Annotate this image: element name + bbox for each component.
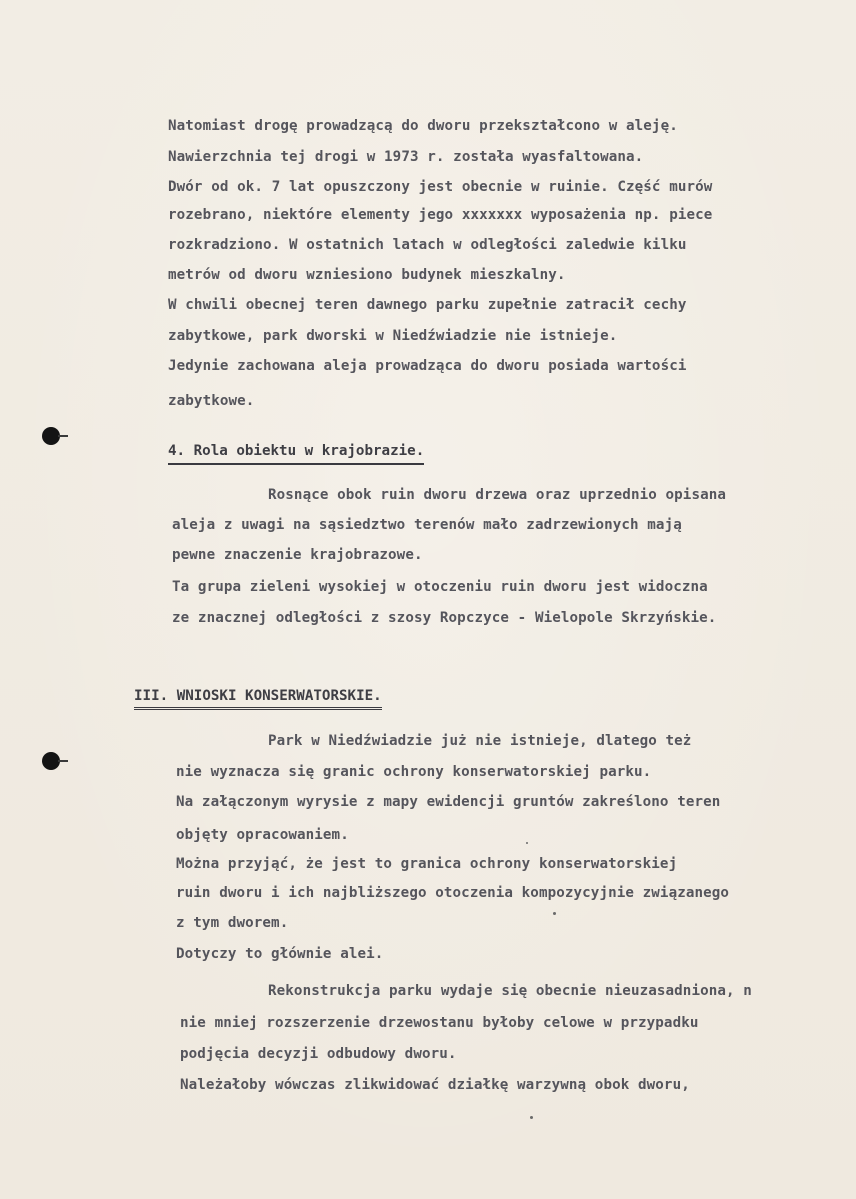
- text-line: z tym dworem.: [176, 915, 289, 931]
- text-line: Dwór od ok. 7 lat opuszczony jest obecnie w ruinie. Część murów: [168, 179, 713, 195]
- text-line: Ta grupa zieleni wysokiej w otoczeniu ruin dworu jest widoczna: [172, 579, 708, 595]
- text-line: Park w Niedźwiadzie już nie istnieje, dlatego też: [268, 733, 692, 749]
- text-line: Należałoby wówczas zlikwidować działkę warzywną obok dworu,: [180, 1077, 690, 1093]
- text-line: W chwili obecnej teren dawnego parku zupełnie zatracił cechy: [168, 297, 687, 313]
- section-heading: III. WNIOSKI KONSERWATORSKIE.: [134, 687, 382, 710]
- text-line: podjęcia decyzji odbudowy dworu.: [180, 1046, 457, 1062]
- text-line: rozkradziono. W ostatnich latach w odległości zaledwie kilku: [168, 237, 687, 253]
- text-line: nie mniej rozszerzenie drzewostanu byłoby celowe w przypadku: [180, 1015, 699, 1031]
- section-heading: 4. Rola obiektu w krajobrazie.: [168, 442, 424, 465]
- text-line: nie wyznacza się granic ochrony konserwatorskiej parku.: [176, 764, 652, 780]
- text-line: objęty opracowaniem.: [176, 827, 349, 843]
- ink-speck: [526, 842, 528, 844]
- text-line: aleja z uwagi na sąsiedztwo terenów mało zadrzewionych mają: [172, 517, 682, 533]
- text-line: ze znacznej odległości z szosy Ropczyce - Wielopole Skrzyńskie.: [172, 610, 717, 626]
- ink-speck: [530, 1116, 533, 1119]
- text-line: rozebrano, niektóre elementy jego xxxxxxx wyposażenia np. piece: [168, 207, 713, 223]
- text-line: Jedynie zachowana aleja prowadząca do dworu posiada wartości: [168, 358, 687, 374]
- text-line: zabytkowe.: [168, 393, 255, 409]
- text-line: pewne znaczenie krajobrazowe.: [172, 547, 423, 563]
- text-line: ruin dworu i ich najbliższego otoczenia kompozycyjnie związanego: [176, 885, 730, 901]
- punch-hole: [42, 427, 60, 445]
- text-line: Rekonstrukcja parku wydaje się obecnie nieuzasadniona, n: [268, 983, 752, 999]
- text-line: Dotyczy to głównie alei.: [176, 946, 384, 962]
- text-line: zabytkowe, park dworski w Niedźwiadzie nie istnieje.: [168, 328, 618, 344]
- text-line: metrów od dworu wzniesiono budynek mieszkalny.: [168, 267, 566, 283]
- text-line: Na załączonym wyrysie z mapy ewidencji gruntów zakreślono teren: [176, 794, 721, 810]
- text-line: Natomiast drogę prowadzącą do dworu przekształcono w aleję.: [168, 118, 678, 134]
- ink-speck: [553, 912, 556, 915]
- text-line: Rosnące obok ruin dworu drzewa oraz uprzednio opisana: [268, 487, 727, 503]
- text-line: Nawierzchnia tej drogi w 1973 r. została wyasfaltowana.: [168, 149, 644, 165]
- punch-hole: [42, 752, 60, 770]
- text-line: Można przyjąć, że jest to granica ochrony konserwatorskiej: [176, 856, 678, 872]
